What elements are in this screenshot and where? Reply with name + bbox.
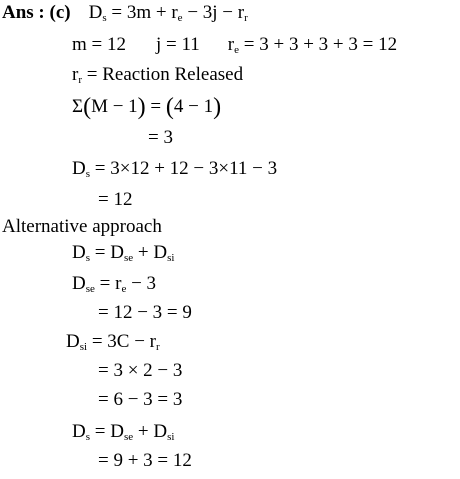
sigma-line: Σ(M − 1) = (4 − 1) xyxy=(72,94,222,120)
final-calculation: = 9 + 3 = 12 xyxy=(98,450,192,471)
ds-symbol: D xyxy=(88,2,103,23)
ds-result: = 12 xyxy=(98,189,133,210)
dse-calculation: = 12 − 3 = 9 xyxy=(98,302,192,323)
ds-final-split: $D_s = D_{se} + D_{si}$ xyxy=(72,421,175,443)
values-line: m = 12 j = 11 $r_e = 3 + 3 + 3 + 3 = 12$ xyxy=(72,34,398,56)
alternative-heading: Alternative approach xyxy=(2,216,162,237)
answer-label: Ans : (c) xyxy=(2,2,71,23)
m-value: m = 12 xyxy=(72,34,126,55)
re-value: = 3 + 3 + 3 + 3 = 12 xyxy=(239,34,398,55)
dse-equation: $D_{se} = r_e - 3$ xyxy=(72,273,157,295)
dsi-equation: $D_{si} = 3C - r_r$ xyxy=(66,331,160,353)
answer-line: Ans : (c) $D_s = 3m + r_e - 3j - r_r$ xyxy=(2,2,248,24)
rr-definition: $r_r$ = Reaction Released xyxy=(72,64,244,86)
ds-split: $D_s = D_{se} + D_{si}$ xyxy=(72,242,175,264)
sigma-result: = 3 xyxy=(148,127,173,148)
j-value: j = 11 xyxy=(156,34,200,55)
ds-subscript: s xyxy=(102,12,107,24)
ds-formula: 3m + r xyxy=(126,2,178,23)
dsi-calculation-2: = 6 − 3 = 3 xyxy=(98,389,183,410)
ds-calculation: $D_s = 3\times 12 + 12 - 3\times 11 - 3$ xyxy=(72,158,278,180)
sigma-symbol: Σ xyxy=(72,96,84,117)
dsi-calculation-1: = 3 × 2 − 3 xyxy=(98,360,183,381)
